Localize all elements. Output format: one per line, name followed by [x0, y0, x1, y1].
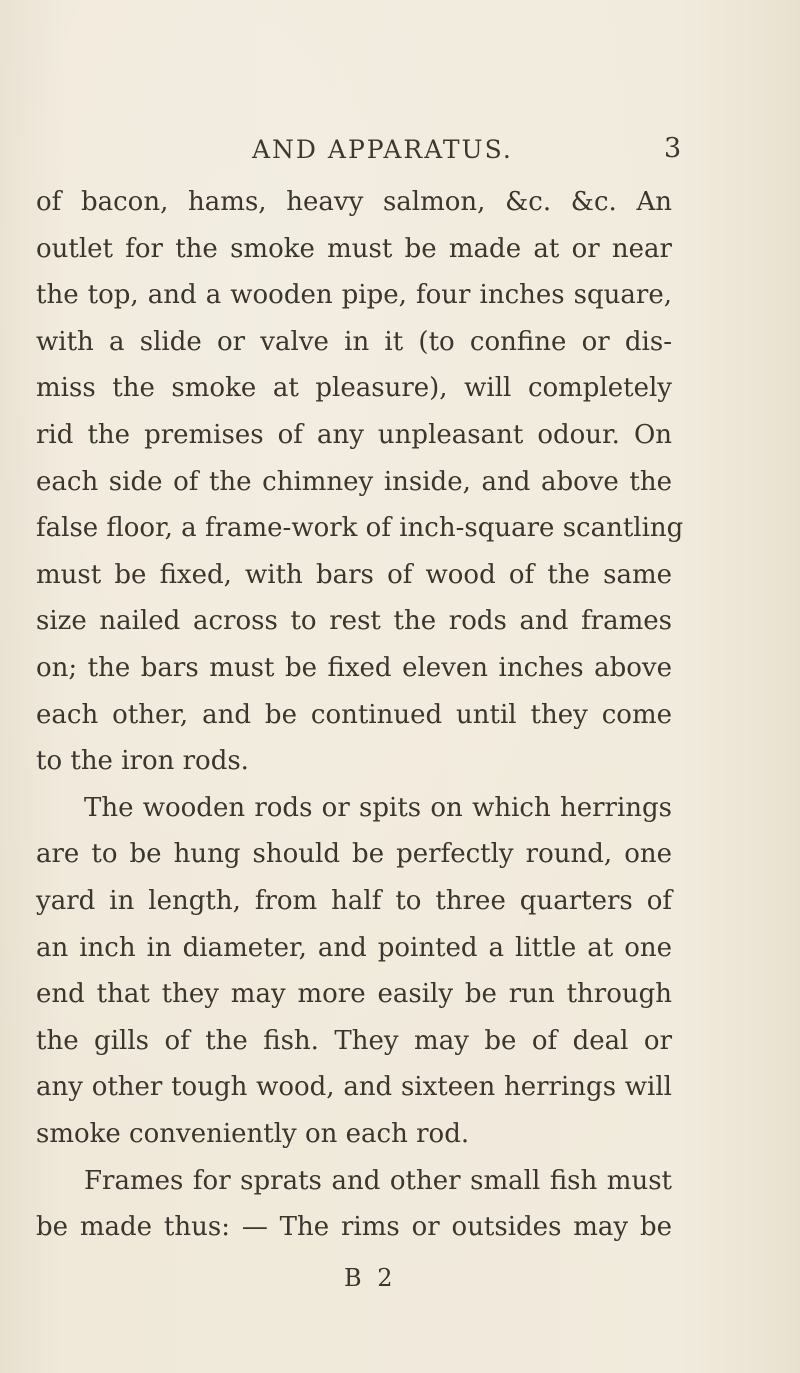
text-line: are to be hung should be perfectly round, one	[36, 839, 672, 870]
text-line: Frames for sprats and other small fish must	[84, 1165, 672, 1196]
text-line: false floor, a frame-work of inch-square scantling	[36, 513, 684, 544]
text-line: any other tough wood, and sixteen herrings will	[36, 1072, 672, 1103]
text-line: be made thus: — The rims or outsides may be	[36, 1212, 672, 1243]
text-line: rid the premises of any unpleasant odour. On	[36, 420, 672, 450]
text-line: of bacon, hams, heavy salmon, &c. &c. An	[36, 187, 672, 217]
running-head: AND APPARATUS.	[252, 135, 513, 164]
page-number: 3	[664, 133, 682, 164]
text-line: end that they may more easily be run through	[36, 979, 672, 1010]
text-line: to the iron rods.	[36, 746, 249, 777]
text-line: the top, and a wooden pipe, four inches square,	[36, 280, 672, 311]
text-line: outlet for the smoke must be made at or near	[36, 233, 672, 264]
text-line: each side of the chimney inside, and above the	[36, 466, 672, 497]
signature-mark: B 2	[344, 1263, 397, 1292]
text-line: size nailed across to rest the rods and frames	[36, 606, 672, 637]
text-line: each other, and be continued until they come	[36, 699, 672, 730]
text-line: on; the bars must be fixed eleven inches above	[36, 653, 672, 683]
text-line: with a slide or valve in it (to confine or dis-	[36, 326, 672, 357]
text-line: smoke conveniently on each rod.	[36, 1119, 470, 1149]
text-line: The wooden rods or spits on which herrings	[84, 792, 672, 823]
text-line: miss the smoke at pleasure), will completely	[36, 373, 672, 404]
text-line: yard in length, from half to three quarters of	[36, 886, 672, 916]
text-line: must be fixed, with bars of wood of the same	[36, 559, 672, 590]
text-line: the gills of the fish. They may be of deal or	[36, 1025, 672, 1056]
text-line: an inch in diameter, and pointed a little at one	[36, 932, 672, 963]
